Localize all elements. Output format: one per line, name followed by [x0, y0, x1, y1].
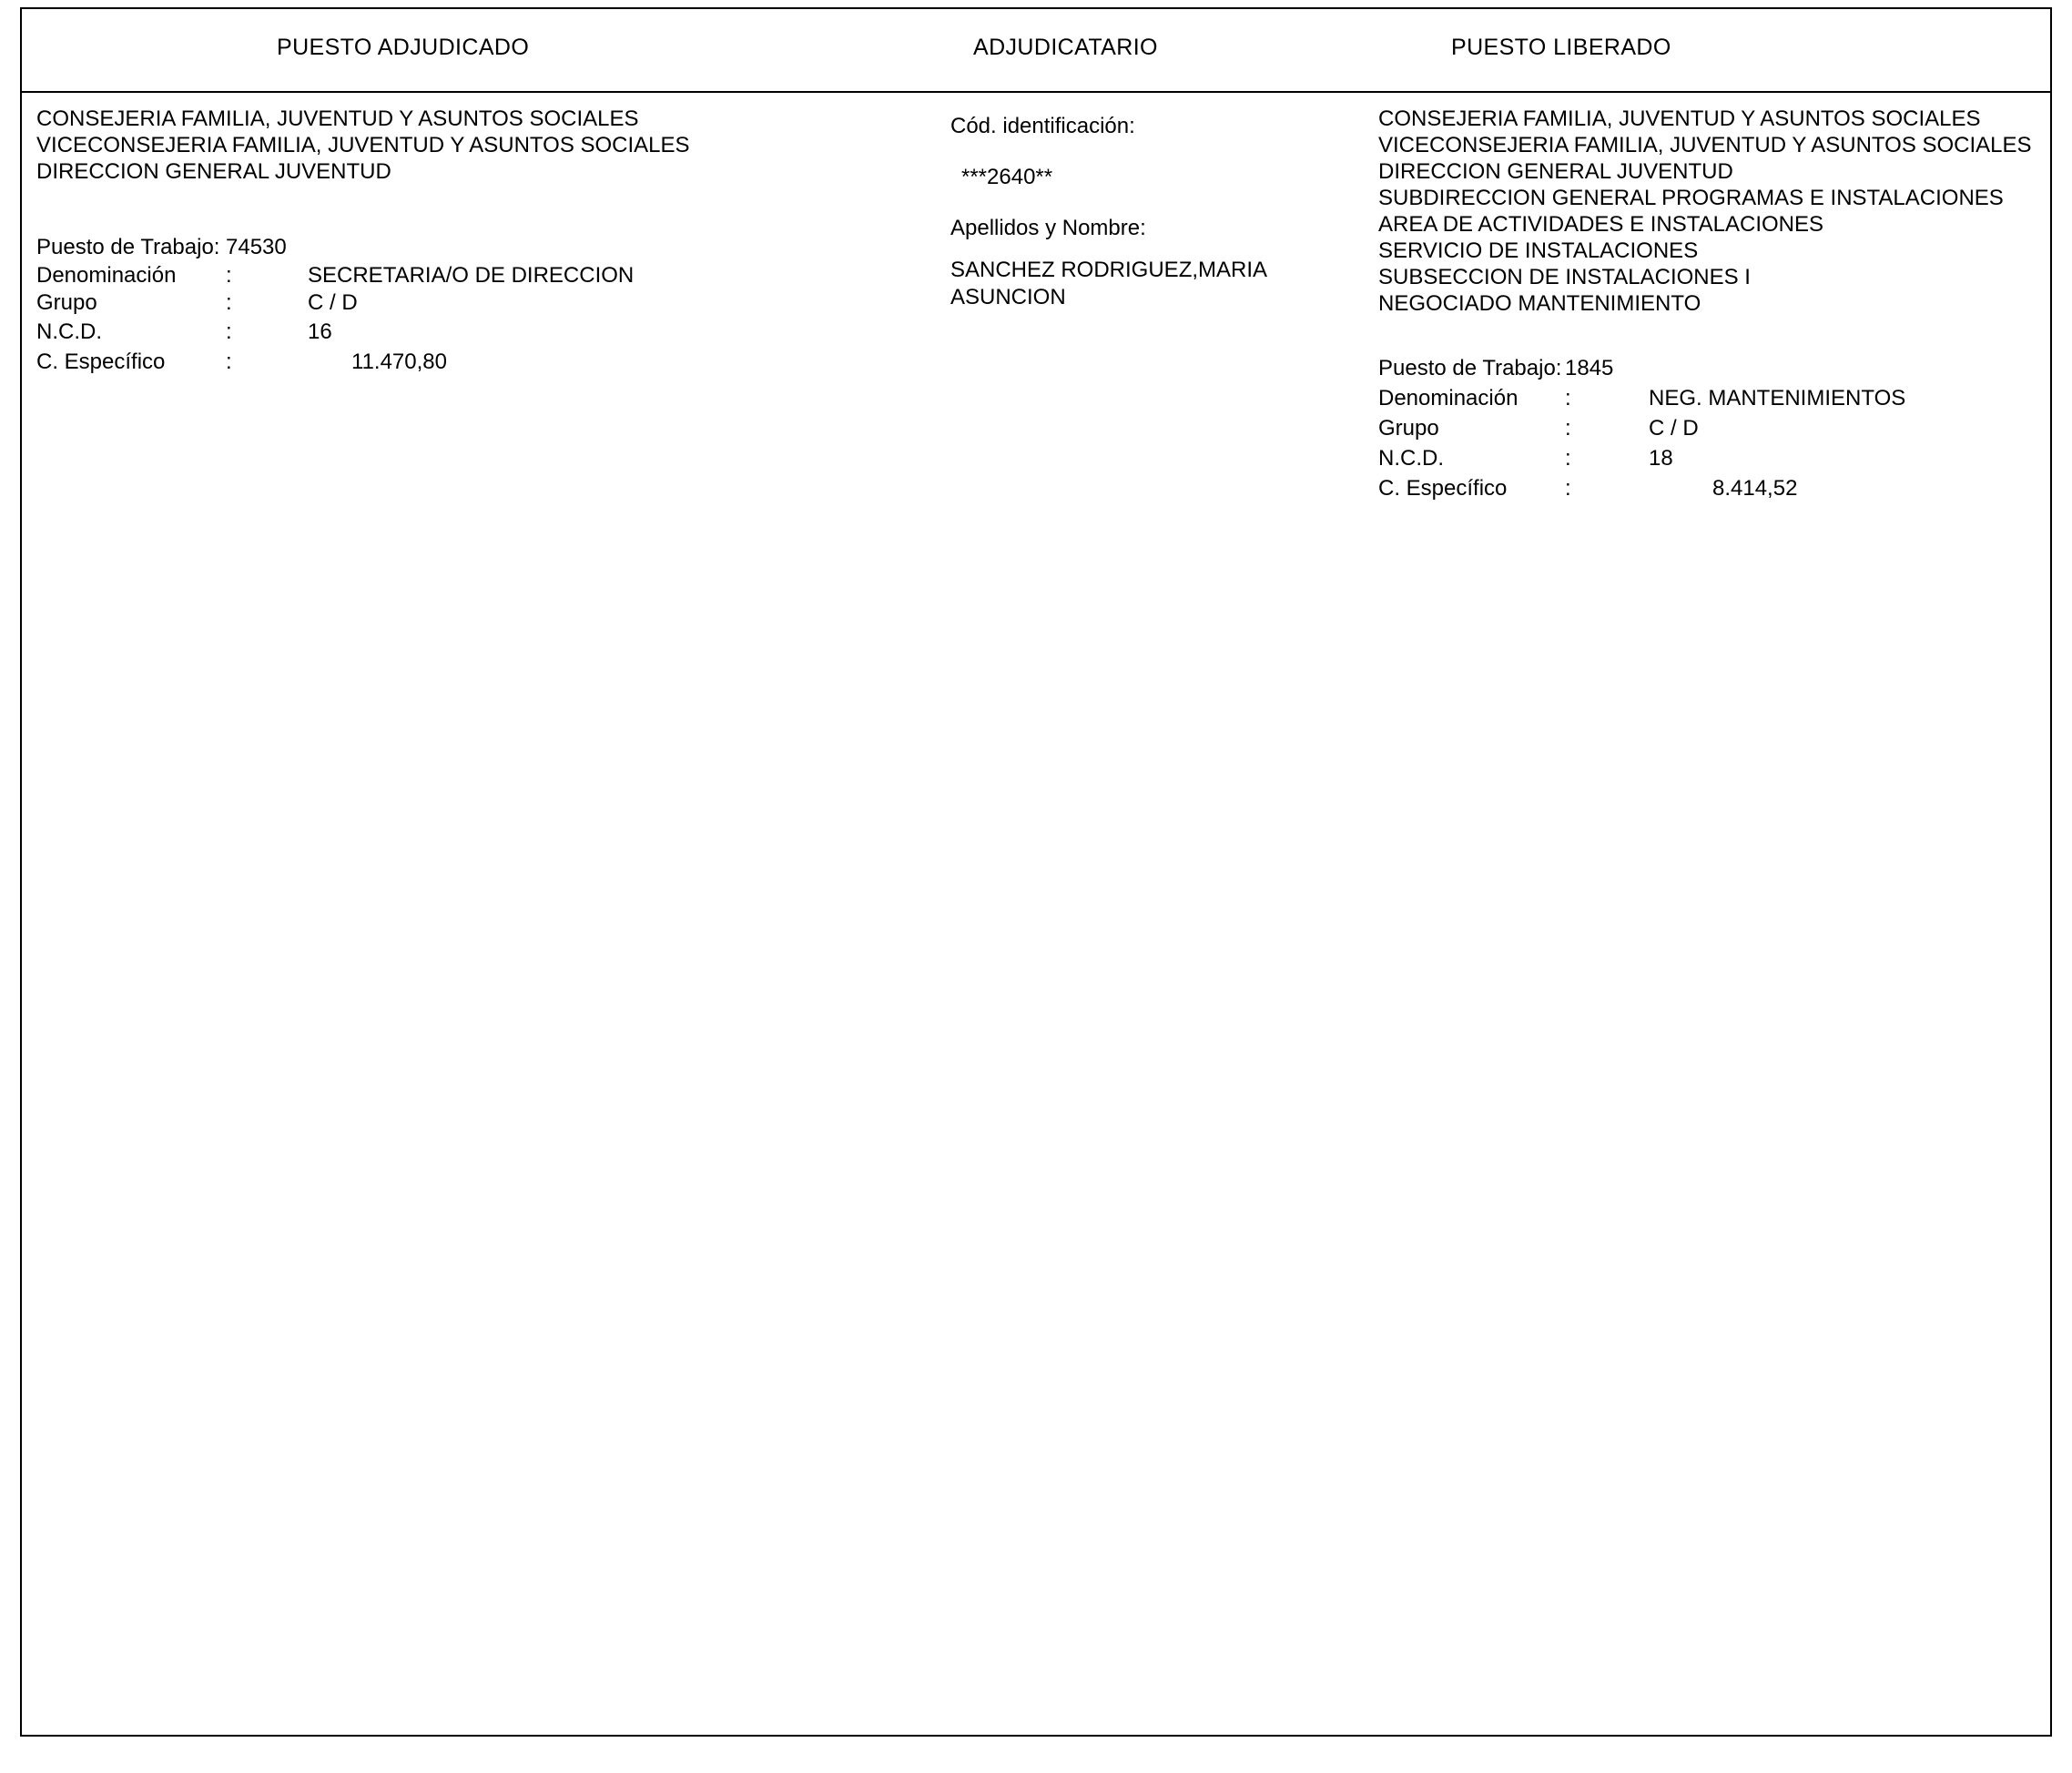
field-value: 74530 [226, 235, 287, 259]
field-puesto-de-trabajo [1378, 353, 2034, 383]
column-header-adjudicatario: ADJUDICATARIO [973, 35, 1158, 60]
org-line: CONSEJERIA FAMILIA, JUVENTUD Y ASUNTOS SOCIALES [1378, 106, 1981, 131]
field-puesto-de-trabajo [36, 232, 947, 262]
field-value: NEG. MANTENIMIENTOS [1649, 386, 1906, 410]
field-label: Puesto de Trabajo: [1378, 356, 1562, 380]
field-value: C / D [308, 290, 358, 315]
field-denominacion [1378, 383, 2034, 413]
field-label: Denominación [36, 263, 177, 288]
field-grupo [36, 289, 947, 317]
org-line: NEGOCIADO MANTENIMIENTO [1378, 291, 1701, 316]
cell-puesto-adjudicado [36, 106, 947, 377]
cell-puesto-liberado [1378, 106, 2034, 503]
field-label: C. Específico [1378, 476, 1508, 501]
field-label: N.C.D. [1378, 446, 1444, 471]
field-colon: : [1565, 416, 1571, 441]
cod-identificacion-value: ***2640** [961, 165, 1053, 189]
table-body [22, 93, 2050, 1735]
field-denominacion [36, 262, 947, 289]
field-ncd [1378, 443, 2034, 473]
column-header-puesto-liberado: PUESTO LIBERADO [1451, 35, 1671, 60]
field-label: Denominación [1378, 386, 1518, 410]
field-value: 18 [1649, 446, 1673, 471]
field-complemento-especifico [1378, 473, 2034, 503]
org-line: SUBDIRECCION GENERAL PROGRAMAS E INSTALACIONES [1378, 186, 2004, 210]
field-label: Puesto de Trabajo: [36, 235, 220, 259]
field-complemento-especifico [36, 347, 947, 377]
org-line: VICECONSEJERIA FAMILIA, JUVENTUD Y ASUNTOS SOCIALES [1378, 133, 2032, 157]
field-value: SECRETARIA/O DE DIRECCION [308, 263, 635, 288]
field-ncd [36, 317, 947, 347]
field-colon: : [1565, 446, 1571, 471]
org-line: DIRECCION GENERAL JUVENTUD [36, 159, 391, 184]
field-value: 16 [308, 319, 332, 344]
field-label: C. Específico [36, 350, 166, 374]
field-label: Grupo [1378, 416, 1439, 441]
cell-adjudicatario [950, 113, 1378, 311]
column-header-puesto-adjudicado: PUESTO ADJUDICADO [277, 35, 530, 60]
apellidos-nombre-label: Apellidos y Nombre: [950, 216, 1146, 240]
org-line: AREA DE ACTIVIDADES E INSTALACIONES [1378, 212, 1824, 237]
org-line: SERVICIO DE INSTALACIONES [1378, 238, 1699, 263]
cod-identificacion-label: Cód. identificación: [950, 114, 1135, 138]
field-label: Grupo [36, 290, 97, 315]
table-header-row [22, 9, 2050, 93]
records-table [20, 7, 2052, 1737]
field-colon: : [226, 319, 232, 344]
field-colon: : [226, 263, 232, 288]
org-line: SUBSECCION DE INSTALACIONES I [1378, 265, 1751, 289]
org-line: CONSEJERIA FAMILIA, JUVENTUD Y ASUNTOS SOCIALES [36, 106, 639, 131]
field-colon: : [1565, 476, 1571, 501]
field-value: 8.414,52 [1712, 476, 1798, 501]
field-label: N.C.D. [36, 319, 102, 344]
field-value: 11.470,80 [351, 350, 447, 374]
field-value: 1845 [1565, 356, 1614, 380]
field-colon: : [226, 350, 232, 374]
org-line: VICECONSEJERIA FAMILIA, JUVENTUD Y ASUNTOS SOCIALES [36, 133, 690, 157]
field-colon: : [226, 290, 232, 315]
field-grupo [1378, 413, 2034, 443]
org-line: DIRECCION GENERAL JUVENTUD [1378, 159, 1733, 184]
field-colon: : [1565, 386, 1571, 410]
field-value: C / D [1649, 416, 1699, 441]
apellidos-nombre-value: SANCHEZ RODRIGUEZ,MARIA ASUNCION [950, 258, 1266, 309]
